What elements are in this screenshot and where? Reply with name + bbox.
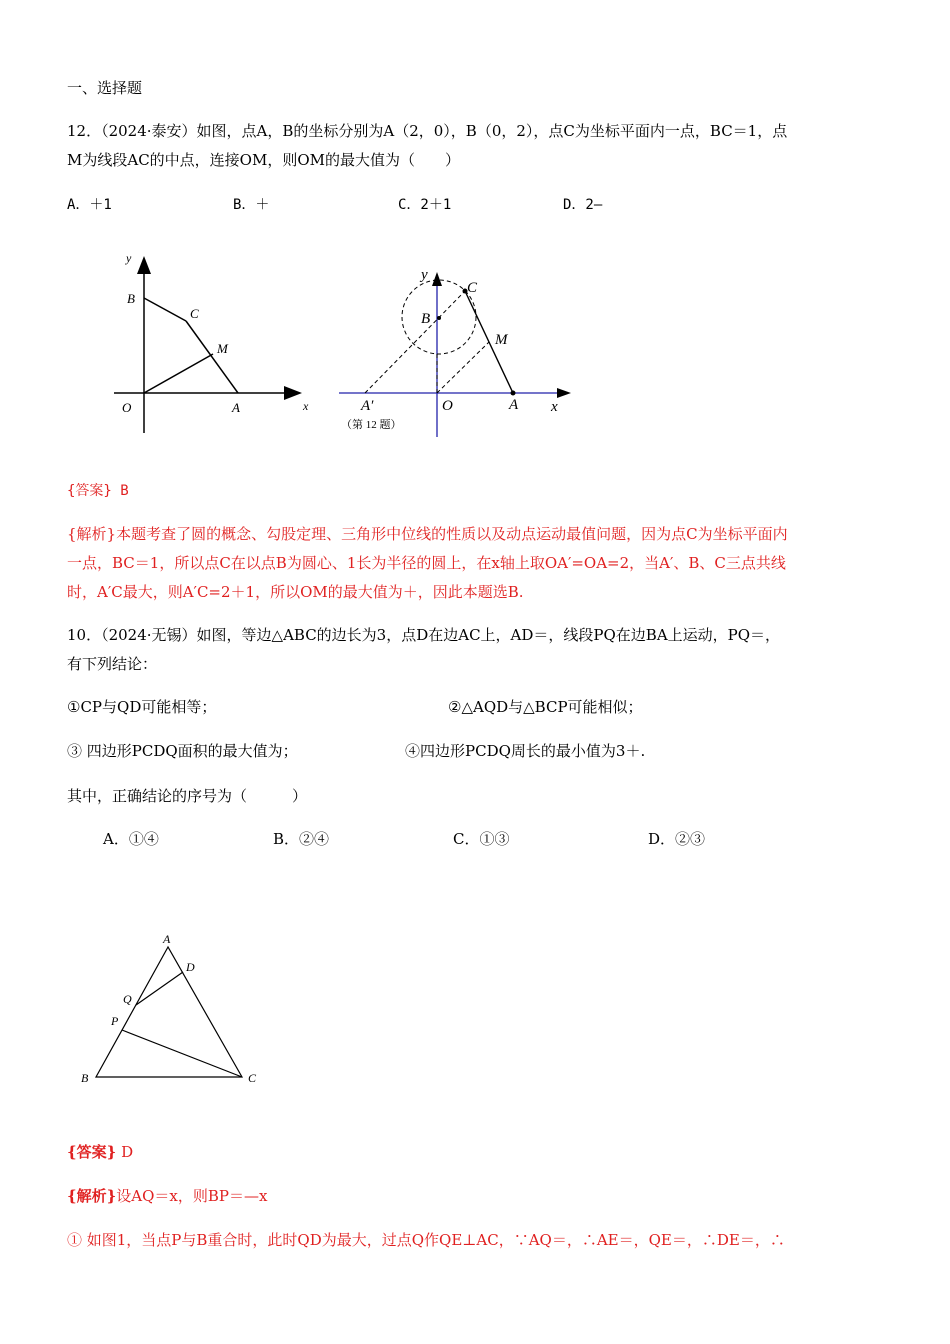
fig2-caption: （第 12 题） [341, 419, 402, 431]
fig2-label-a: A [509, 397, 519, 413]
q10-option-d: D．②③ [648, 830, 706, 848]
q10-analysis-tag: {解析} [67, 1187, 117, 1205]
q12-figure-left [110, 248, 310, 438]
q10-answer [67, 1142, 133, 1162]
tri-label-d: D [186, 960, 195, 974]
fig1-label-y: y [126, 251, 132, 265]
fig2-label-x: x [551, 399, 558, 415]
q12-option-d: D．2— [563, 197, 603, 213]
q12-analysis-line2: 一点，BC＝1，所以点C在以点B为圆心、1长为半径的圆上，在x轴上取OA′=OA=2，当A′、B、C三点共线 [67, 554, 786, 572]
q10-conclusion-2: ②△AQD与△BCP可能相似； [448, 698, 643, 716]
q10-question: 其中，正确结论的序号为（ ） [67, 787, 308, 805]
section-title: 一、选择题 [67, 79, 143, 97]
q10-option-b: B．②④ [273, 830, 330, 848]
q12-stem-line1: 12．（2024·泰安）如图，点A，B的坐标分别为A（2，0），B（0，2），点C为坐标平面内一点，BC＝1，点 [67, 122, 788, 140]
q10-answer-tag: {答案} [67, 1143, 117, 1161]
q10-analysis-line1: ① 如图1，当点P与B重合时，此时QD为最大，过点Q作QE⊥AC，∵AQ＝，∴AE＝，QE＝，∴DE＝，∴ [67, 1231, 785, 1249]
fig1-label-a: A [232, 400, 240, 415]
q12-stem-line2: M为线段AC的中点，连接OM，则OM的最大值为（ ） [67, 151, 460, 169]
fig2-label-a-prime: A′ [361, 398, 374, 414]
q10-answer-value: D [121, 1143, 134, 1161]
fig2-label-m: M [495, 332, 508, 348]
tri-label-b: B [81, 1071, 89, 1085]
tri-label-p: P [111, 1014, 119, 1028]
fig1-label-m: M [217, 341, 228, 356]
fig1-label-c: C [190, 306, 199, 321]
tri-label-c: C [248, 1071, 257, 1085]
q10-option-a: A．①④ [103, 830, 159, 848]
fig2-label-b: B [421, 311, 431, 327]
q12-option-a: A．＋1 [67, 197, 112, 213]
q10-analysis-text: 设AQ＝x，则BP＝—x [116, 1187, 268, 1205]
fig1-label-x: x [303, 399, 309, 413]
fig2-label-o: O [442, 398, 453, 414]
fig2-label-c: C [467, 280, 478, 296]
fig1-label-o: O [122, 400, 132, 415]
q10-conclusion-4: ④四边形PCDQ周长的最小值为3＋. [405, 742, 646, 760]
tri-label-q: Q [123, 992, 132, 1006]
q10-stem-line2: 有下列结论： [67, 655, 158, 673]
q10-stem-line1: 10．（2024·无锡）如图，等边△ABC的边长为3，点D在边AC上，AD＝，线段PQ在边BA上运动，PQ＝， [67, 626, 781, 644]
q12-analysis-line1: {解析}本题考查了圆的概念、勾股定理、三角形中位线的性质以及动点运动最值问题，因为点C为坐标平面内 [67, 525, 788, 543]
fig2-label-y: y [421, 267, 428, 283]
q12-figure-right [335, 262, 595, 442]
q12-analysis-line3: 时，A′C最大，则A′C=2＋1，所以OM的最大值为＋，因此本题选B. [67, 583, 524, 601]
q12-answer: {答案} B [67, 483, 129, 499]
q10-analysis [67, 1186, 267, 1206]
q10-option-c: C．①③ [453, 830, 510, 848]
q10-conclusion-3: ③ 四边形PCDQ面积的最大值为； [67, 742, 298, 760]
tri-label-a: A [163, 932, 171, 946]
q12-option-c: C．2＋1 [398, 197, 452, 213]
fig1-label-b: B [127, 291, 135, 306]
q10-conclusion-1: ①CP与QD可能相等； [67, 698, 217, 716]
q12-option-b: B．＋ [233, 197, 270, 213]
q10-triangle-figure [76, 928, 276, 1088]
